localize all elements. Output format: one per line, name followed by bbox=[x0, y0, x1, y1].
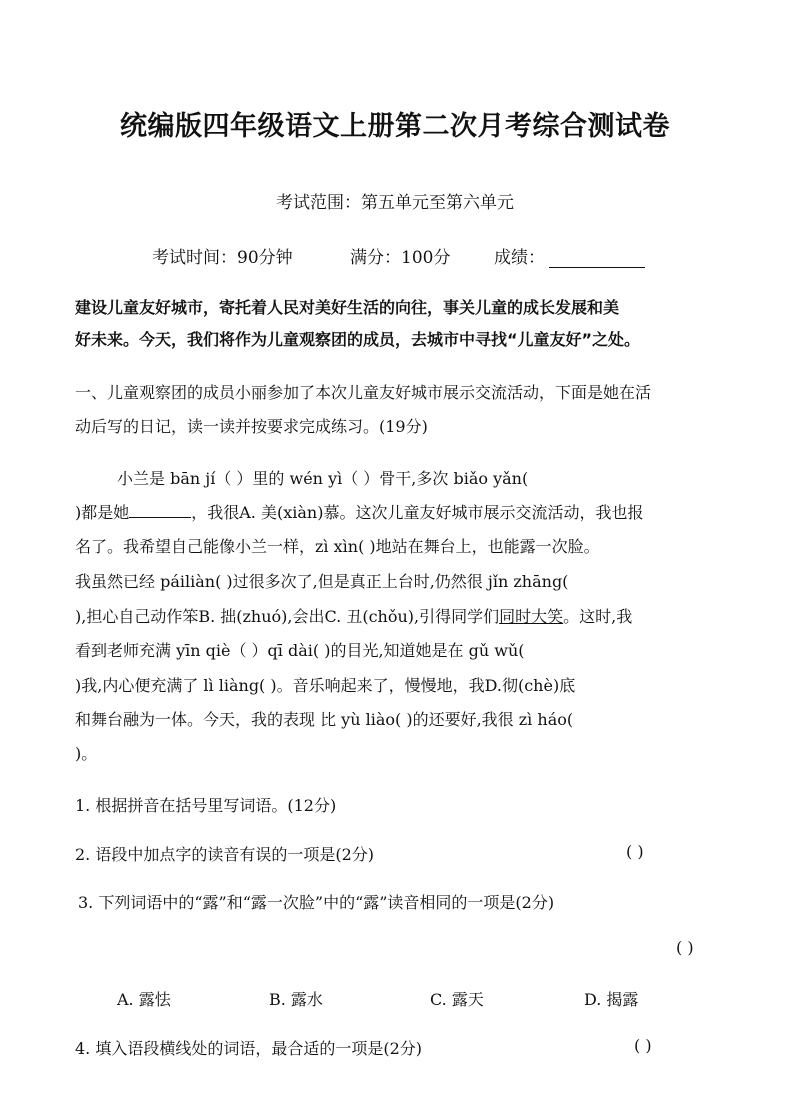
question-2: 2. 语段中加点字的读音有误的一项是(2分) bbox=[75, 845, 375, 864]
passage-line-5 bbox=[75, 604, 632, 627]
passage-line-3: 名了。我希望自己能像小兰一样，zì xìn( )地站在舞台上，也能露一次脸。 bbox=[75, 537, 600, 556]
page-title: 统编版四年级语文上册第二次月考综合测试卷 bbox=[120, 111, 670, 142]
intro-line-2: 好未来。今天，我们将作为儿童观察团的成员，去城市中寻找“儿童友好”之处。 bbox=[75, 330, 641, 349]
answer-paren[interactable]: ( ) bbox=[634, 1036, 652, 1055]
question-4: 4. 填入语段横线处的词语，最合适的一项是(2分) bbox=[75, 1039, 423, 1058]
passage-line-1: 小兰是 bān jí（ ）里的 wén yì（ ）骨干,多次 biǎo yǎn( bbox=[117, 469, 529, 488]
option-d[interactable]: D. 揭露 bbox=[584, 990, 639, 1009]
option-c[interactable]: C. 露天 bbox=[430, 990, 484, 1009]
passage-line-8: 和舞台融为一体。今天，我的表现 比 yù liào( )的还要好,我很 zì háo( bbox=[75, 710, 574, 729]
exam-time: 考试时间：90分钟 bbox=[152, 248, 293, 268]
exam-scope: 考试范围：第五单元至第六单元 bbox=[276, 193, 514, 213]
passage-line-2 bbox=[75, 500, 643, 523]
answer-paren[interactable]: ( ) bbox=[626, 842, 644, 861]
answer-paren[interactable]: ( ) bbox=[676, 938, 694, 957]
intro-line-1: 建设儿童友好城市，寄托着人民对美好生活的向往，事关儿童的成长发展和美 bbox=[75, 298, 620, 317]
passage-line-4: 我虽然已经 páiliàn( )过很多次了,但是真正上台时,仍然很 jǐn zhāng( bbox=[75, 572, 569, 591]
option-a[interactable]: A. 露怯 bbox=[117, 990, 171, 1009]
section1-line-2: 动后写的日记，读一读并按要求完成练习。(19分) bbox=[75, 417, 428, 436]
passage-line-6: 看到老师充满 yīn qiè（ ）qī dài( )的目光,知道她是在 gǔ wǔ( bbox=[75, 641, 525, 660]
passage-line-9: )。 bbox=[75, 744, 98, 763]
passage-text: ，我很A. 美(xiàn)慕。这次儿童友好城市展示交流活动，我也报 bbox=[191, 503, 644, 522]
option-b[interactable]: B. 露水 bbox=[269, 990, 323, 1009]
score-label: 成绩： bbox=[494, 248, 545, 268]
question-1: 1. 根据拼音在括号里写词语。(12分) bbox=[75, 796, 337, 815]
passage-text: ),担心自己动作笨B. 拙(zhuó),会出C. 丑(chǒu),引得同学们 bbox=[75, 607, 500, 626]
passage-text: )都是她 bbox=[75, 503, 130, 522]
full-score: 满分：100分 bbox=[350, 248, 451, 268]
passage-text: 。这时,我 bbox=[563, 607, 633, 626]
underlined-phrase: 同时大笑 bbox=[499, 607, 564, 626]
fill-blank[interactable] bbox=[129, 503, 191, 518]
score-blank[interactable] bbox=[549, 251, 645, 268]
question-3: 3. 下列词语中的“露”和“露一次脸”中的“露”读音相同的一项是(2分) bbox=[78, 893, 555, 912]
section1-line-1: 一、儿童观察团的成员小丽参加了本次儿童友好城市展示交流活动，下面是她在活 bbox=[75, 383, 652, 402]
passage-line-7: )我,内心便充满了 lì liàng( )。音乐响起来了，慢慢地，我D.彻(chè)底 bbox=[75, 676, 576, 695]
score-field bbox=[494, 243, 645, 268]
